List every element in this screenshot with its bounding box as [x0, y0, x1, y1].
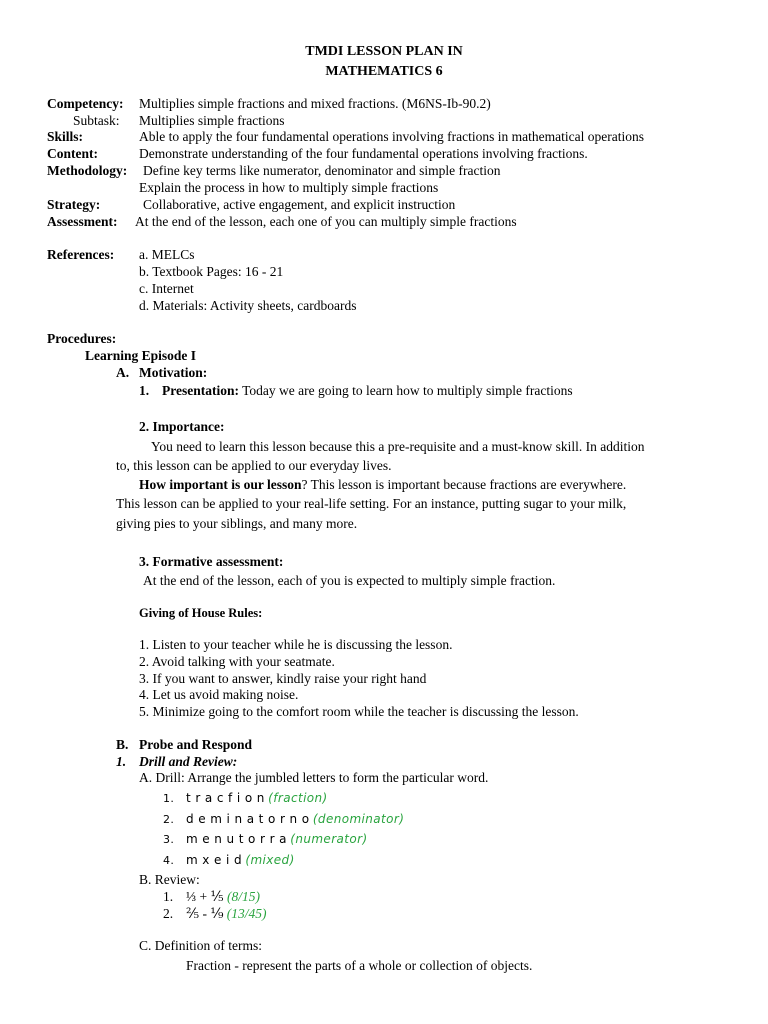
assessment-label: Assessment:: [47, 214, 118, 229]
section-b-letter: B.: [116, 737, 129, 752]
house-rule: 3. If you want to answer, kindly raise your right hand: [139, 671, 427, 686]
jumbled-word: m x e i d: [186, 853, 242, 867]
skills-text: Able to apply the four fundamental operations involving fractions in mathematical operations: [139, 129, 644, 144]
jumbled-word: m e n u t o r r a: [186, 832, 287, 846]
section-b-heading: Probe and Respond: [139, 737, 253, 752]
episode-heading: Learning Episode I: [85, 348, 197, 363]
drill-item-number: 1.: [163, 792, 175, 805]
review-answer: (8/15): [226, 889, 260, 904]
methodology-label: Methodology:: [47, 163, 128, 178]
drill-answer: (numerator): [290, 832, 368, 846]
section-a-letter: A.: [116, 365, 130, 380]
formative-text: At the end of the lesson, each of you is expected to multiply simple fraction.: [143, 573, 556, 588]
drill-number: 1.: [116, 754, 127, 769]
review-expression: ⅖ - ⅑: [186, 906, 224, 921]
title-line-2: MATHEMATICS 6: [325, 64, 443, 79]
presentation-line: [162, 382, 573, 399]
presentation-text: Today we are going to learn how to multiply simple fractions: [239, 383, 573, 398]
drill-item: [186, 851, 295, 869]
drill-item-number: 3.: [163, 833, 175, 846]
competency-label: Competency:: [47, 96, 124, 111]
drill-item-number: 4.: [163, 854, 175, 867]
drill-item: [186, 789, 328, 807]
importance-question: How important is our lesson: [139, 477, 302, 492]
drill-answer: (denominator): [312, 812, 405, 826]
importance-line-2: to, this lesson can be applied to our everyday lives.: [116, 458, 392, 473]
assessment-text: At the end of the lesson, each one of you can multiply simple fractions: [135, 214, 517, 229]
house-rules-heading: Giving of House Rules:: [139, 606, 263, 620]
competency-text: Multiplies simple fractions and mixed fractions. (M6NS-Ib-90.2): [139, 96, 491, 111]
review-answer: (13/45): [226, 906, 267, 921]
importance-line-1: You need to learn this lesson because this a pre-requisite and a must-know skill. In addition: [151, 439, 645, 454]
drill-heading: Drill and Review:: [139, 754, 238, 769]
strategy-label: Strategy:: [47, 197, 101, 212]
drill-instruction: A. Drill: Arrange the jumbled letters to form the particular word.: [139, 770, 489, 785]
review-item: [186, 905, 267, 922]
importance-line-4: This lesson can be applied to your real-life setting. For an instance, putting sugar to your milk,: [116, 496, 627, 511]
review-expression: ⅓ + ⅕: [186, 889, 224, 904]
title-line-1: TMDI LESSON PLAN IN: [305, 44, 463, 59]
importance-line-3: [139, 476, 626, 493]
drill-item-number: 2.: [163, 813, 175, 826]
section-a-heading: Motivation:: [139, 365, 208, 380]
procedures-label: Procedures:: [47, 331, 117, 346]
house-rule: 5. Minimize going to the comfort room while the teacher is discussing the lesson.: [139, 704, 579, 719]
definition-fraction: Fraction - represent the parts of a whole or collection of objects.: [186, 958, 533, 973]
house-rule: 4. Let us avoid making noise.: [139, 687, 299, 702]
references-label: References:: [47, 247, 115, 262]
house-rule: 2. Avoid talking with your seatmate.: [139, 654, 335, 669]
drill-answer: (mixed): [245, 853, 295, 867]
review-item-number: 1.: [163, 889, 174, 904]
drill-answer: (fraction): [268, 791, 328, 805]
review-item: [186, 888, 260, 905]
review-item-number: 2.: [163, 906, 174, 921]
content-label: Content:: [47, 146, 98, 161]
reference-item: c. Internet: [139, 281, 194, 296]
methodology-text-2: Explain the process in how to multiply simple fractions: [139, 180, 439, 195]
definition-heading: C. Definition of terms:: [139, 938, 262, 953]
jumbled-word: d e m i n a t o r n o: [186, 812, 310, 826]
importance-answer: ? This lesson is important because fractions are everywhere.: [301, 477, 627, 492]
house-rule: 1. Listen to your teacher while he is discussing the lesson.: [139, 637, 453, 652]
reference-item: d. Materials: Activity sheets, cardboards: [139, 298, 357, 313]
formative-heading: 3. Formative assessment:: [139, 554, 284, 569]
review-heading: B. Review:: [139, 872, 200, 887]
subtask-label: Subtask:: [73, 113, 120, 128]
skills-label: Skills:: [47, 129, 84, 144]
importance-line-5: giving pies to your siblings, and many more.: [116, 516, 358, 531]
drill-item: [186, 810, 404, 828]
methodology-text-1: Define key terms like numerator, denominator and simple fraction: [143, 163, 501, 178]
subtask-text: Multiplies simple fractions: [139, 113, 285, 128]
drill-item: [186, 830, 368, 848]
presentation-number: 1.: [139, 383, 150, 398]
presentation-label: Presentation:: [162, 383, 239, 398]
importance-heading: 2. Importance:: [139, 419, 225, 434]
strategy-text: Collaborative, active engagement, and explicit instruction: [143, 197, 456, 212]
reference-item: a. MELCs: [139, 247, 195, 262]
reference-item: b. Textbook Pages: 16 - 21: [139, 264, 284, 279]
content-text: Demonstrate understanding of the four fundamental operations involving fractions.: [139, 146, 588, 161]
jumbled-word: t r a c f i o n: [186, 791, 265, 805]
